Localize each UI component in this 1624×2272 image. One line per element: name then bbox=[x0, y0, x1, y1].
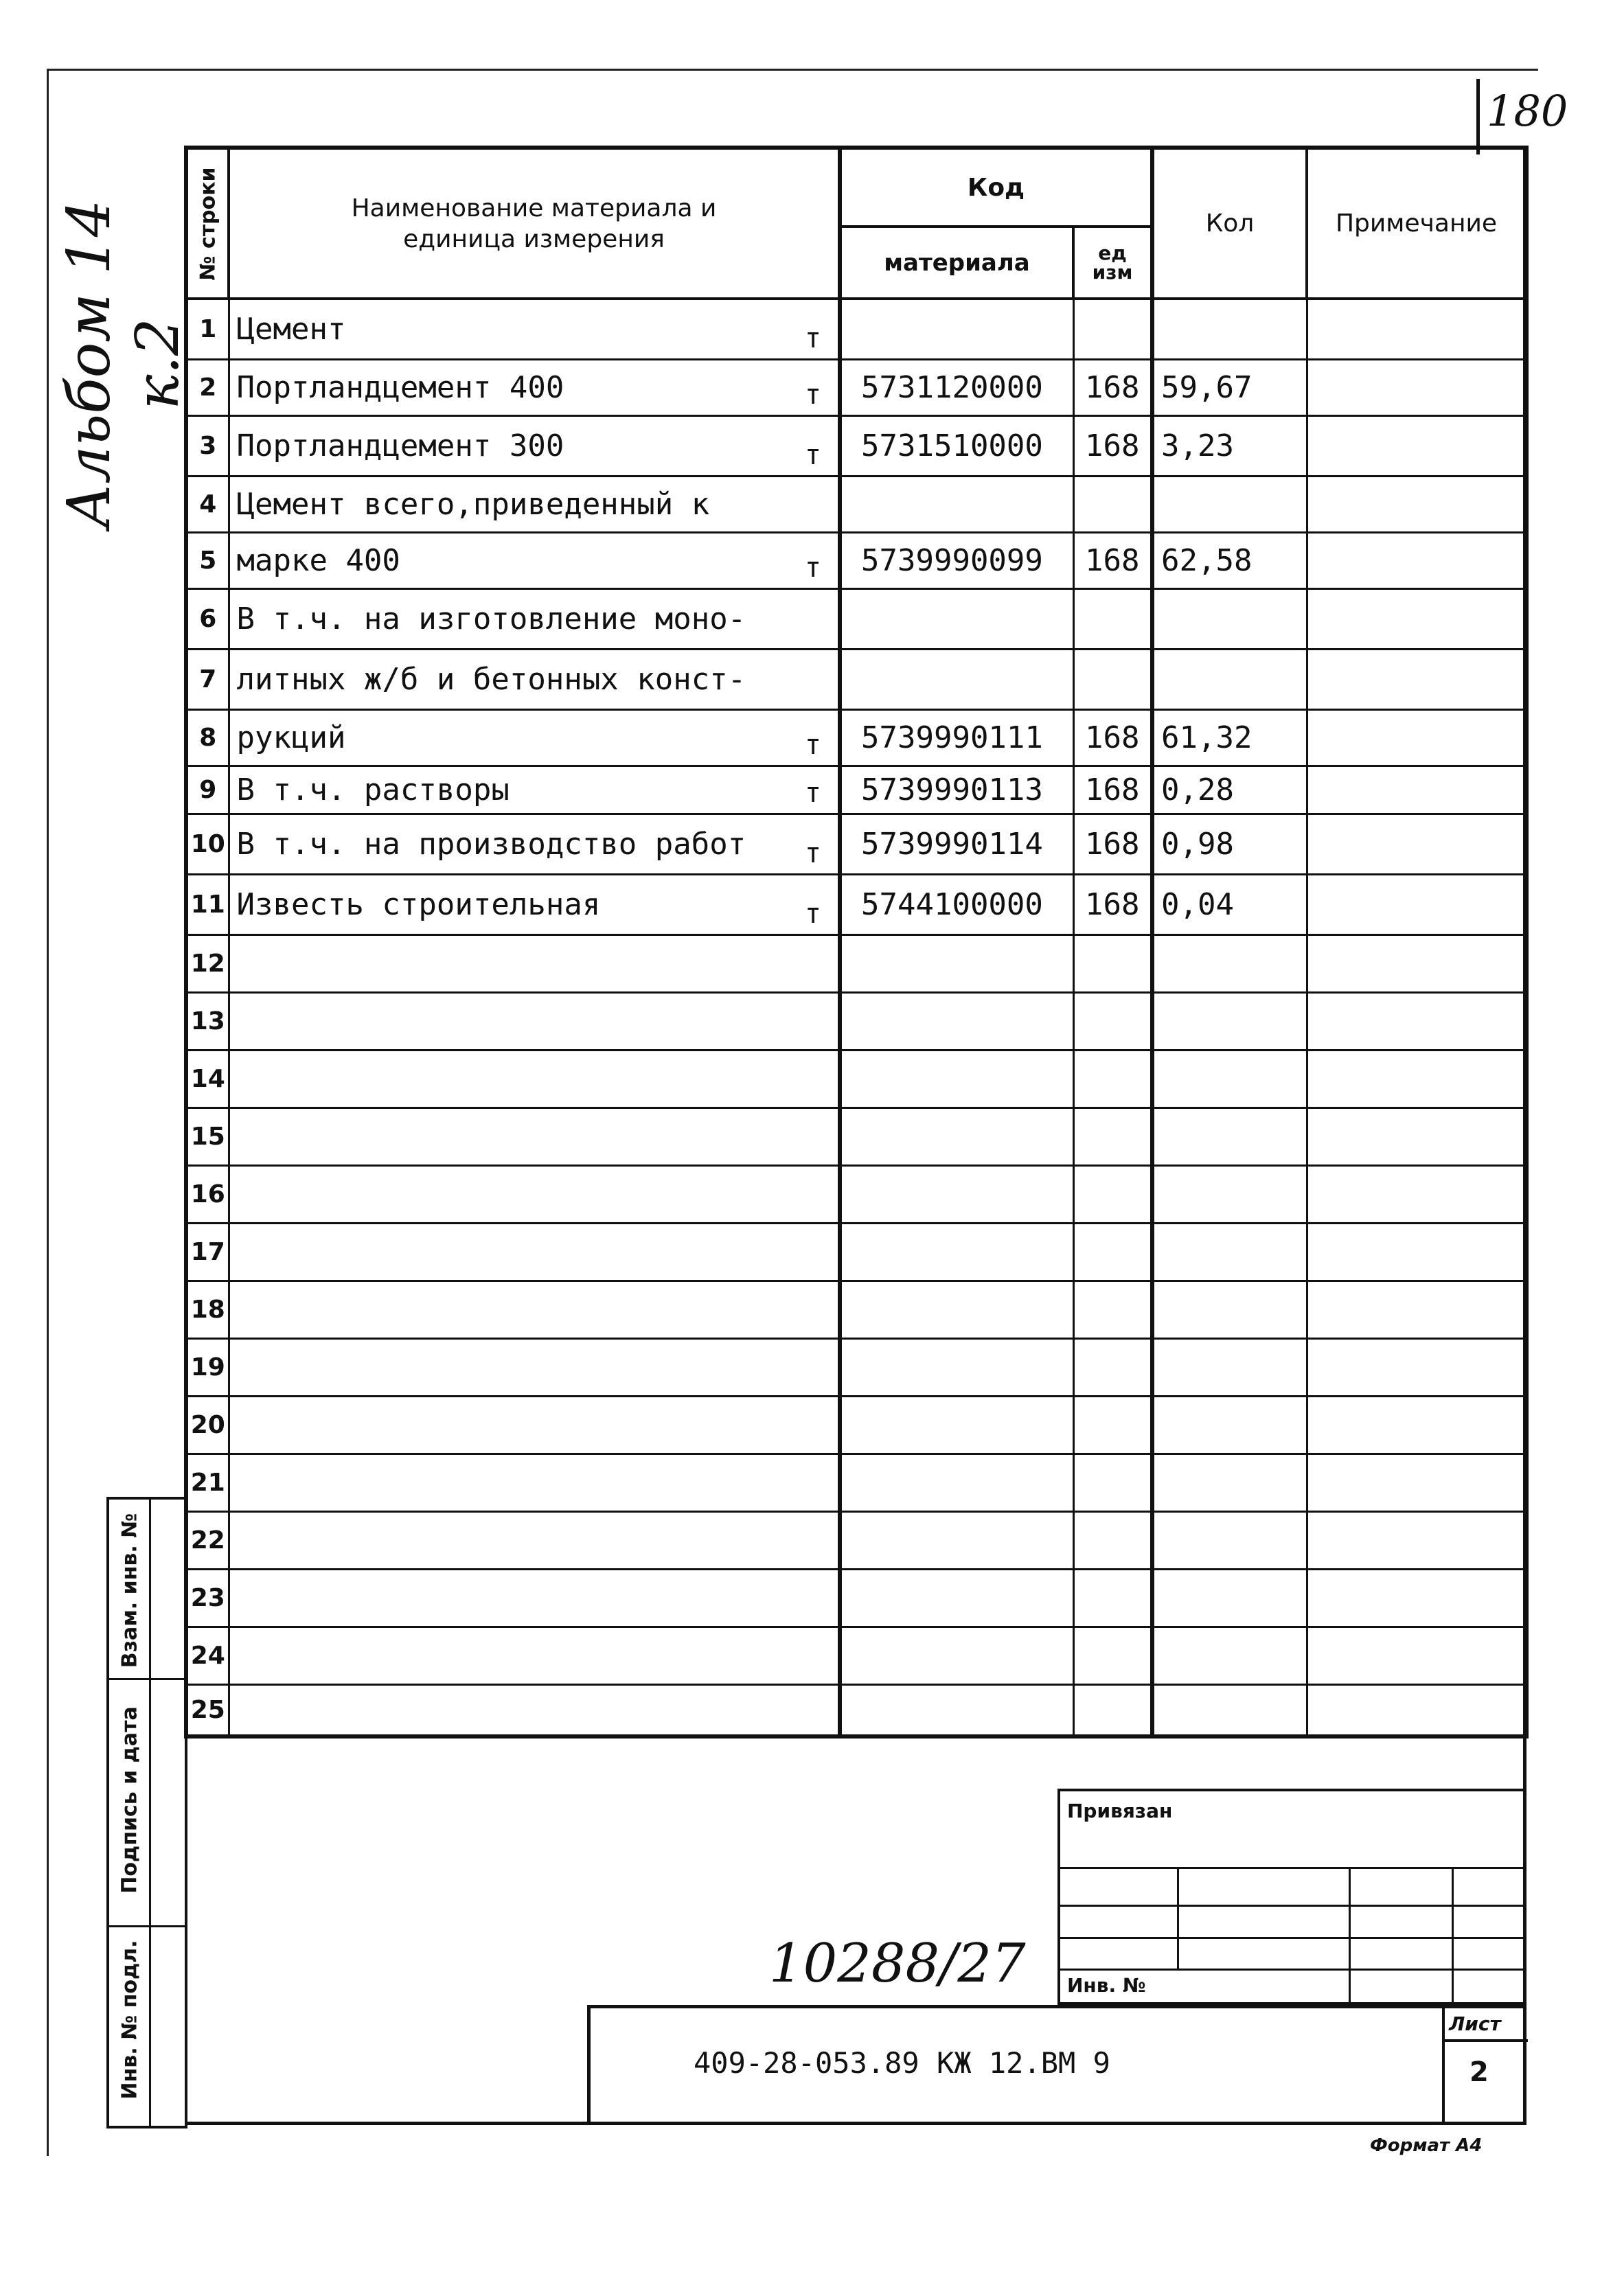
quantity bbox=[1152, 1627, 1307, 1684]
row-number: 13 bbox=[186, 992, 229, 1050]
material-name: рукций bbox=[236, 720, 346, 755]
table-body bbox=[186, 299, 1526, 1736]
note-cell bbox=[1307, 934, 1526, 992]
row-name-cell bbox=[229, 1165, 840, 1223]
note-cell bbox=[1307, 476, 1526, 532]
unit: т bbox=[804, 378, 821, 411]
material-code: 5731510000 bbox=[840, 415, 1073, 476]
material-code: 5731120000 bbox=[840, 359, 1073, 415]
note-cell bbox=[1307, 532, 1526, 588]
unit-code: 168 bbox=[1073, 415, 1152, 476]
table-row bbox=[186, 476, 1526, 532]
unit-code bbox=[1073, 1108, 1152, 1165]
table-row bbox=[186, 1050, 1526, 1108]
note-cell bbox=[1307, 649, 1526, 709]
row-name-cell bbox=[229, 1454, 840, 1511]
material-code bbox=[840, 1511, 1073, 1569]
material-code bbox=[840, 1396, 1073, 1454]
unit-code: 168 bbox=[1073, 814, 1152, 874]
unit-code bbox=[1073, 1338, 1152, 1396]
note-cell bbox=[1307, 359, 1526, 415]
table-row bbox=[186, 649, 1526, 709]
note-cell bbox=[1307, 1396, 1526, 1454]
row-number: 5 bbox=[186, 532, 229, 588]
quantity bbox=[1152, 992, 1307, 1050]
note-cell bbox=[1307, 588, 1526, 649]
unit-code: 168 bbox=[1073, 359, 1152, 415]
quantity: 59,67 bbox=[1152, 359, 1307, 415]
row-number: 17 bbox=[186, 1223, 229, 1281]
stamp-podpis: Подпись и дата bbox=[117, 1706, 142, 1894]
row-name-cell bbox=[229, 1569, 840, 1627]
material-code: 5739990113 bbox=[840, 766, 1073, 814]
unit-code bbox=[1073, 649, 1152, 709]
unit: т bbox=[804, 777, 821, 809]
row-number: 3 bbox=[186, 415, 229, 476]
note-cell bbox=[1307, 814, 1526, 874]
sheet-number-top: 180 bbox=[1487, 86, 1568, 136]
table-row bbox=[186, 415, 1526, 476]
table-row bbox=[186, 1569, 1526, 1627]
table-row bbox=[186, 814, 1526, 874]
material-code bbox=[840, 1338, 1073, 1396]
list-label: Лист bbox=[1449, 2012, 1501, 2035]
row-number: 24 bbox=[186, 1627, 229, 1684]
note-cell bbox=[1307, 1684, 1526, 1736]
row-number: 8 bbox=[186, 709, 229, 766]
quantity: 0,04 bbox=[1152, 874, 1307, 934]
material-name: Известь строительная bbox=[236, 886, 601, 922]
row-number: 9 bbox=[186, 766, 229, 814]
quantity bbox=[1152, 1223, 1307, 1281]
quantity bbox=[1152, 476, 1307, 532]
quantity bbox=[1152, 1396, 1307, 1454]
material-code: 5739990111 bbox=[840, 709, 1073, 766]
table-row bbox=[186, 992, 1526, 1050]
row-number: 4 bbox=[186, 476, 229, 532]
quantity bbox=[1152, 588, 1307, 649]
unit-code bbox=[1073, 1569, 1152, 1627]
table-row bbox=[186, 709, 1526, 766]
top-number-box bbox=[1476, 79, 1480, 154]
material-code bbox=[840, 649, 1073, 709]
note-cell bbox=[1307, 874, 1526, 934]
table-row bbox=[186, 1511, 1526, 1569]
row-number: 14 bbox=[186, 1050, 229, 1108]
row-name-cell bbox=[229, 1684, 840, 1736]
format-label: Формат А4 bbox=[1370, 2135, 1483, 2156]
row-number: 22 bbox=[186, 1511, 229, 1569]
row-number: 20 bbox=[186, 1396, 229, 1454]
row-name-cell bbox=[229, 814, 840, 874]
quantity bbox=[1152, 1108, 1307, 1165]
row-number: 2 bbox=[186, 359, 229, 415]
frame-top-line bbox=[48, 69, 1538, 71]
table-row bbox=[186, 1165, 1526, 1223]
unit-code bbox=[1073, 1684, 1152, 1736]
row-name-cell bbox=[229, 1223, 840, 1281]
quantity bbox=[1152, 1511, 1307, 1569]
unit-code bbox=[1073, 299, 1152, 359]
unit: т bbox=[804, 897, 821, 930]
material-code: 5739990099 bbox=[840, 532, 1073, 588]
unit: т bbox=[804, 728, 821, 761]
material-name: В т.ч. на изготовление моно- bbox=[236, 601, 746, 636]
material-name: Цемент всего,приведенный к bbox=[236, 486, 710, 522]
material-name: Портландцемент 400 bbox=[236, 369, 564, 405]
row-number: 10 bbox=[186, 814, 229, 874]
row-name-cell bbox=[229, 1511, 840, 1569]
material-code bbox=[840, 1281, 1073, 1338]
table-row bbox=[186, 588, 1526, 649]
note-cell bbox=[1307, 299, 1526, 359]
row-name-cell bbox=[229, 1281, 840, 1338]
row-name-cell bbox=[229, 934, 840, 992]
quantity bbox=[1152, 1454, 1307, 1511]
row-number: 21 bbox=[186, 1454, 229, 1511]
quantity: 62,58 bbox=[1152, 532, 1307, 588]
unit-code bbox=[1073, 588, 1152, 649]
quantity bbox=[1152, 299, 1307, 359]
unit-code bbox=[1073, 1396, 1152, 1454]
material-code bbox=[840, 299, 1073, 359]
stamp-inv-podl: Инв. № подл. bbox=[117, 1940, 142, 2100]
table-row bbox=[186, 1223, 1526, 1281]
unit-code bbox=[1073, 476, 1152, 532]
quantity: 3,23 bbox=[1152, 415, 1307, 476]
row-name-cell bbox=[229, 415, 840, 476]
material-code bbox=[840, 934, 1073, 992]
material-code bbox=[840, 476, 1073, 532]
unit: т bbox=[804, 439, 821, 471]
material-name: марке 400 bbox=[236, 542, 400, 578]
header-code-group: Код bbox=[840, 148, 1152, 227]
unit-code bbox=[1073, 1511, 1152, 1569]
unit: т bbox=[804, 551, 821, 584]
unit-code: 168 bbox=[1073, 874, 1152, 934]
material-code bbox=[840, 992, 1073, 1050]
quantity bbox=[1152, 1569, 1307, 1627]
list-value: 2 bbox=[1469, 2056, 1489, 2088]
quantity: 0,28 bbox=[1152, 766, 1307, 814]
table-row bbox=[186, 1454, 1526, 1511]
material-code bbox=[840, 588, 1073, 649]
row-name-cell bbox=[229, 532, 840, 588]
header-code-material: материала bbox=[840, 227, 1073, 299]
row-name-cell bbox=[229, 649, 840, 709]
note-cell bbox=[1307, 415, 1526, 476]
unit-code bbox=[1073, 1165, 1152, 1223]
table-row bbox=[186, 1627, 1526, 1684]
quantity bbox=[1152, 1165, 1307, 1223]
row-number: 23 bbox=[186, 1569, 229, 1627]
table-row bbox=[186, 766, 1526, 814]
material-code bbox=[840, 1108, 1073, 1165]
row-number: 18 bbox=[186, 1281, 229, 1338]
privyazan-block bbox=[1057, 1789, 1524, 2005]
table-row bbox=[186, 299, 1526, 359]
privyazan-label: Привязан bbox=[1067, 1800, 1173, 1822]
row-name-cell bbox=[229, 766, 840, 814]
row-number: 7 bbox=[186, 649, 229, 709]
material-code bbox=[840, 1165, 1073, 1223]
unit-code: 168 bbox=[1073, 766, 1152, 814]
material-name: В т.ч. растворы bbox=[236, 772, 510, 807]
quantity bbox=[1152, 1684, 1307, 1736]
note-cell bbox=[1307, 709, 1526, 766]
row-name-cell bbox=[229, 588, 840, 649]
row-name-cell bbox=[229, 476, 840, 532]
side-stamp bbox=[106, 1497, 187, 2128]
material-name: литных ж/б и бетонных конст- bbox=[236, 661, 746, 697]
unit-code bbox=[1073, 992, 1152, 1050]
note-cell bbox=[1307, 1108, 1526, 1165]
row-number: 1 bbox=[186, 299, 229, 359]
note-cell bbox=[1307, 1569, 1526, 1627]
row-number: 25 bbox=[186, 1684, 229, 1736]
row-name-cell bbox=[229, 359, 840, 415]
quantity: 61,32 bbox=[1152, 709, 1307, 766]
note-cell bbox=[1307, 1165, 1526, 1223]
quantity bbox=[1152, 1338, 1307, 1396]
handwritten-number: 10288/27 bbox=[769, 1933, 1026, 1995]
material-code bbox=[840, 1223, 1073, 1281]
quantity: 0,98 bbox=[1152, 814, 1307, 874]
row-number: 19 bbox=[186, 1338, 229, 1396]
unit: т bbox=[804, 837, 821, 869]
note-cell bbox=[1307, 1050, 1526, 1108]
table-row bbox=[186, 359, 1526, 415]
material-code bbox=[840, 1569, 1073, 1627]
note-cell bbox=[1307, 1281, 1526, 1338]
header-note: Примечание bbox=[1307, 148, 1526, 299]
stamp-vzam: Взам. инв. № bbox=[117, 1513, 142, 1668]
frame-left-line bbox=[47, 69, 49, 2156]
header-qty: Кол bbox=[1152, 148, 1307, 299]
header-code-unit: ед изм bbox=[1073, 227, 1152, 299]
table-row bbox=[186, 532, 1526, 588]
row-name-cell bbox=[229, 1108, 840, 1165]
quantity bbox=[1152, 1281, 1307, 1338]
table-row bbox=[186, 1396, 1526, 1454]
quantity bbox=[1152, 649, 1307, 709]
material-code: 5744100000 bbox=[840, 874, 1073, 934]
inv-no-label: Инв. № bbox=[1067, 1974, 1146, 1997]
table-row bbox=[186, 1684, 1526, 1736]
note-cell bbox=[1307, 1454, 1526, 1511]
designation-block bbox=[587, 2005, 1524, 2123]
material-code: 5739990114 bbox=[840, 814, 1073, 874]
unit-code: 168 bbox=[1073, 709, 1152, 766]
header-row-no: № строки bbox=[186, 148, 229, 299]
row-name-cell bbox=[229, 1050, 840, 1108]
quantity bbox=[1152, 1050, 1307, 1108]
row-name-cell bbox=[229, 1396, 840, 1454]
unit-code bbox=[1073, 1281, 1152, 1338]
material-name: Цемент bbox=[236, 311, 346, 347]
note-cell bbox=[1307, 1338, 1526, 1396]
unit-code bbox=[1073, 1627, 1152, 1684]
table-row bbox=[186, 934, 1526, 992]
row-name-cell bbox=[229, 1627, 840, 1684]
note-cell bbox=[1307, 1223, 1526, 1281]
material-code bbox=[840, 1454, 1073, 1511]
row-name-cell bbox=[229, 299, 840, 359]
row-number: 11 bbox=[186, 874, 229, 934]
table-row bbox=[186, 874, 1526, 934]
note-cell bbox=[1307, 1511, 1526, 1569]
material-name: Портландцемент 300 bbox=[236, 428, 564, 463]
note-cell bbox=[1307, 766, 1526, 814]
note-cell bbox=[1307, 1627, 1526, 1684]
material-name: В т.ч. на производство работ bbox=[236, 826, 746, 862]
unit-code bbox=[1073, 1223, 1152, 1281]
material-code bbox=[840, 1627, 1073, 1684]
row-name-cell bbox=[229, 1338, 840, 1396]
unit: т bbox=[804, 322, 821, 354]
row-number: 15 bbox=[186, 1108, 229, 1165]
row-number: 12 bbox=[186, 934, 229, 992]
quantity bbox=[1152, 934, 1307, 992]
header-name: Наименование материала и единица измерения bbox=[229, 148, 840, 299]
album-note: Альбом 14 к.2 bbox=[55, 199, 192, 529]
material-code bbox=[840, 1050, 1073, 1108]
designation-text: 409-28-053.89 КЖ 12.ВМ 9 bbox=[694, 2046, 1110, 2080]
unit-code bbox=[1073, 934, 1152, 992]
table-row bbox=[186, 1281, 1526, 1338]
row-name-cell bbox=[229, 992, 840, 1050]
row-number: 16 bbox=[186, 1165, 229, 1223]
unit-code bbox=[1073, 1050, 1152, 1108]
row-name-cell bbox=[229, 874, 840, 934]
note-cell bbox=[1307, 992, 1526, 1050]
row-name-cell bbox=[229, 709, 840, 766]
row-number: 6 bbox=[186, 588, 229, 649]
table-row bbox=[186, 1338, 1526, 1396]
table-row bbox=[186, 1108, 1526, 1165]
unit-code: 168 bbox=[1073, 532, 1152, 588]
unit-code bbox=[1073, 1454, 1152, 1511]
material-code bbox=[840, 1684, 1073, 1736]
materials-table bbox=[184, 146, 1529, 1739]
